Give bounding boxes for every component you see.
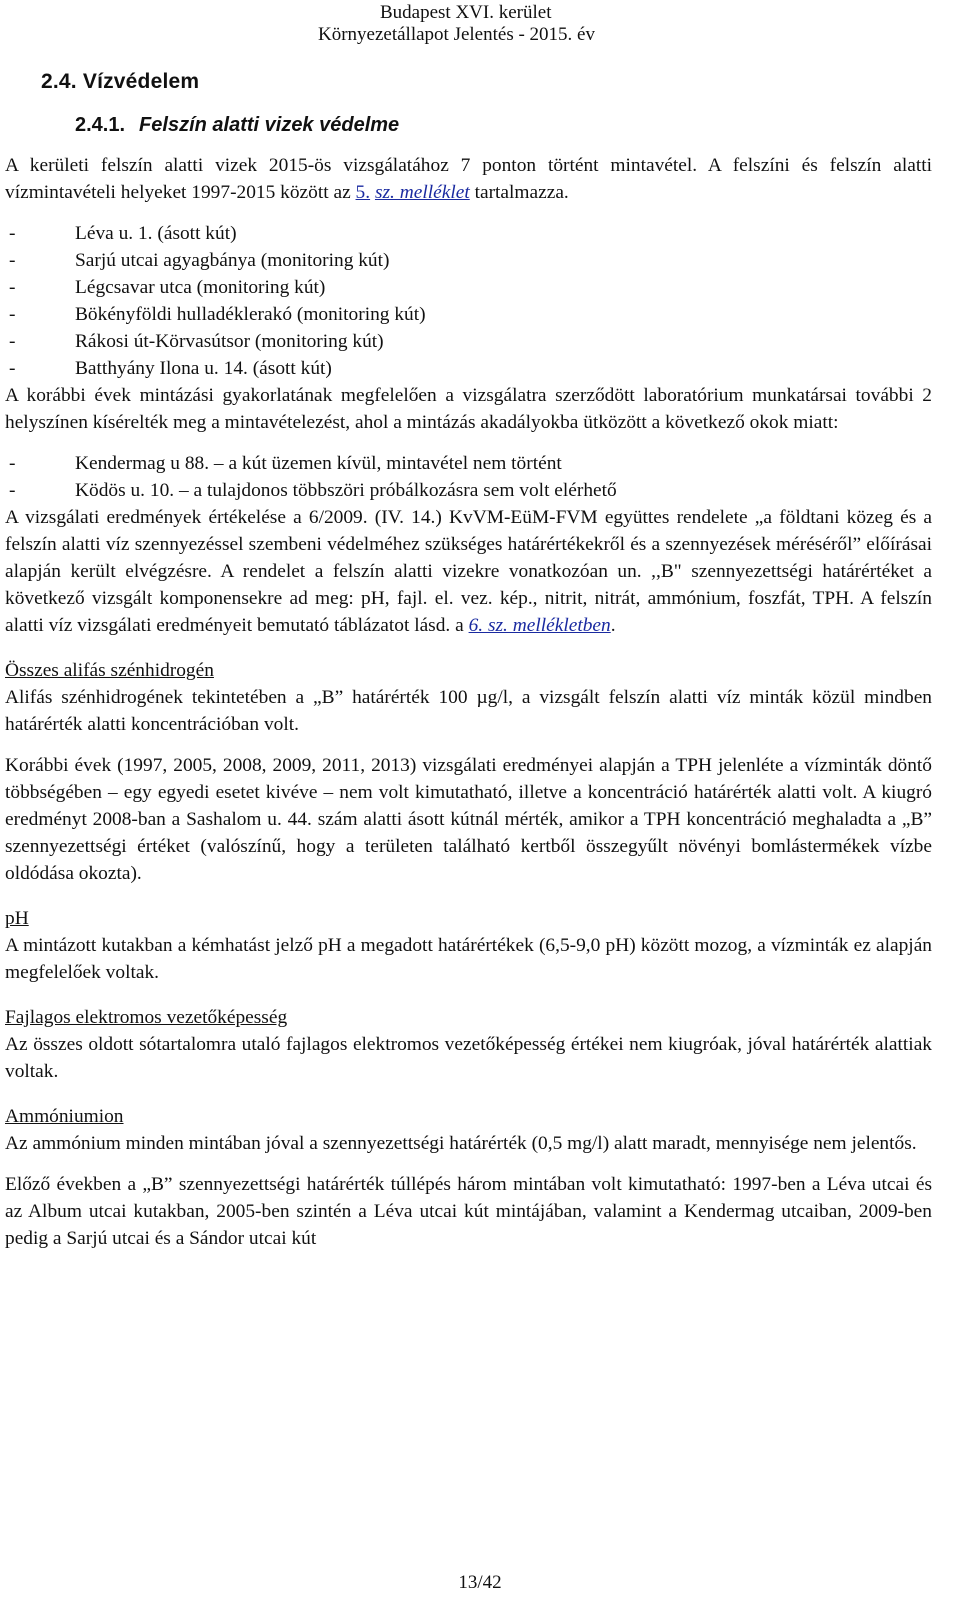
page-number: 13/42 xyxy=(458,1572,502,1593)
annex-6-link[interactable]: 6. sz. mellékletben xyxy=(468,615,611,636)
subsection-number: 2.4.1. xyxy=(75,114,126,136)
ammonium-paragraph-1: Az ammónium minden mintában jóval a szennyezettségi határérték (0,5 mg/l) alatt maradt, mennyisége nem jelentős. xyxy=(5,1133,917,1154)
intro-paragraph: A kerületi felszín alatti vizek 2015-ös vizsgálatához 7 ponton történt mintavétel. A felszíni és felszín alatti vízmintavételi helyeket 1997-2015 között az 5. sz. melléklet tartalmazza. xyxy=(5,155,932,203)
annex-5-link-label[interactable]: sz. melléklet xyxy=(374,182,470,203)
failed-sites-list xyxy=(5,450,932,504)
header-location: Budapest XVI. kerület xyxy=(380,2,552,23)
header-report-title: Környezetállapot Jelentés - 2015. év xyxy=(318,24,595,45)
evaluation-paragraph: A vizsgálati eredmények értékelése a 6/2009. (IV. 14.) KvVM-EüM-FVM együttes rendelete „a földtani közeg és a felszín alatti víz szennyezéssel szembeni védelméhez szükséges határértékekről és a szennyezések méréséről” előírásai alapján került elvégzésre. A rendelet a felszín alatti vizekre vonatkozóan un. ,,B" szennyezettségi határértéket a következő vizsgált komponensekre ad meg: pH, fajl. el. vez. kép., nitrit, nitrát, ammónium, foszfát, TPH. A felszín alatti víz vizsgálati eredményeit bemutató táblázatot lásd. a 6. sz. mellékletben. xyxy=(5,507,932,636)
ph-paragraph: A mintázott kutakban a kémhatást jelző pH a megadott határértékek (6,5-9,0 pH) között mozog, a vízminták ez alapján megfelelőek voltak. xyxy=(5,935,932,983)
document-body xyxy=(5,152,932,1252)
list-item: - Légcsavar utca (monitoring kút) xyxy=(5,274,932,301)
ammonium-heading: Ammóniumion xyxy=(5,1106,124,1127)
list-item: - Léva u. 1. (ásott kút) xyxy=(5,220,932,247)
alifas-paragraph-2: Korábbi évek (1997, 2005, 2008, 2009, 2011, 2013) vizsgálati eredményei alapján a TPH jelenléte a vízminták döntő többségében – egy egyedi esetet kivéve – nem volt kimutatható, illetve a koncentráció határérték alatti volt. A kiugró eredményt 2008-ban a Sashalom u. 44. szám alatti ásott kútnál mérték, amikor a TPH koncentráció meghaladta a „B” szennyezettségi értéket (valószínű, hogy a területen található kertből összegyűlt növényi bomlástermékek vízbe oldódása okozta). xyxy=(5,755,932,884)
conductivity-paragraph: Az összes oldott sótartalomra utaló fajlagos elektromos vezetőképesség értékei nem kiugróak, jóval határérték alattiak voltak. xyxy=(5,1034,932,1082)
section-heading: 2.4. Vízvédelem xyxy=(41,70,200,93)
list-item: - Rákosi út-Körvasútsor (monitoring kút) xyxy=(5,328,932,355)
alifas-paragraph-1: Alifás szénhidrogének tekintetében a „B” határérték 100 µg/l, a vizsgált felszín alatti víz minták közül mindben határérték alatti koncentrációban volt. xyxy=(5,687,932,735)
list-item: - Bökényföldi hulladéklerakó (monitoring kút) xyxy=(5,301,932,328)
list-item: - Kendermag u 88. – a kút üzemen kívül, mintavétel nem történt xyxy=(5,450,932,477)
ammonium-paragraph-2: Előző években a „B” szennyezettségi határérték túllépés három mintában volt kimutatható: 1997-ben a Léva utcai és az Album utcai kutakban, 2005-ben szintén a Léva utcai kút mintájában, valamint a Kendermag utcaiban, 2009-ben pedig a Sarjú utcai és a Sándor utcai kút xyxy=(5,1174,932,1249)
annex-5-link[interactable]: 5. xyxy=(355,182,371,203)
sampling-sites-list xyxy=(5,220,932,382)
sampling-attempt-paragraph: A korábbi évek mintázási gyakorlatának megfelelően a vizsgálatra szerződött laboratórium munkatársai további 2 helyszínen kísérelték meg a mintavételezést, ahol a mintázás akadályokba ütközött a következő okok miatt: xyxy=(5,385,932,433)
list-item: - Batthyány Ilona u. 14. (ásott kút) xyxy=(5,355,932,382)
ph-heading: pH xyxy=(5,908,29,929)
list-item: - Sarjú utcai agyagbánya (monitoring kút) xyxy=(5,247,932,274)
subsection-title: Felszín alatti vizek védelme xyxy=(139,114,400,136)
conductivity-heading: Fajlagos elektromos vezetőképesség xyxy=(5,1007,288,1028)
subsection-heading xyxy=(75,114,399,137)
alifas-heading: Összes alifás szénhidrogén xyxy=(5,660,214,681)
list-item: - Ködös u. 10. – a tulajdonos többszöri próbálkozásra sem volt elérhető xyxy=(5,477,932,504)
